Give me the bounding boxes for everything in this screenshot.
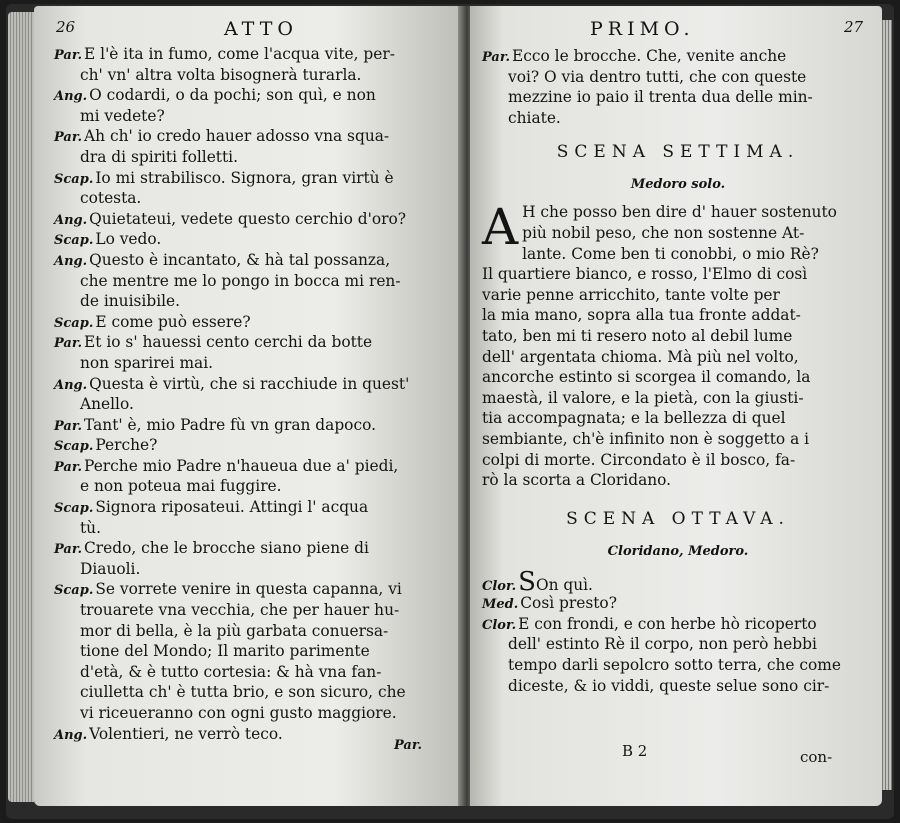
scene-7-persons: Medoro solo. bbox=[630, 177, 726, 193]
line-text: ch' vn' altra volta bisognerà turarla. bbox=[80, 65, 362, 84]
text-line bbox=[482, 593, 874, 614]
line-text: voi? O via dentro tutti, che con queste bbox=[508, 67, 807, 86]
text-line bbox=[482, 614, 874, 635]
line-text: vi riceueranno con ogni gusto maggiore. bbox=[80, 704, 397, 722]
left-text-block bbox=[54, 44, 454, 744]
speaker-label: Scap. bbox=[54, 501, 94, 517]
text-line bbox=[54, 456, 454, 477]
text-line bbox=[54, 538, 454, 559]
text-line bbox=[54, 518, 454, 539]
text-line bbox=[482, 87, 874, 108]
line-text: dell' estinto Rè il corpo, non però hebbi bbox=[508, 635, 817, 654]
left-running-head: ATTO bbox=[224, 18, 298, 40]
line-text: E l'è ita in fumo, come l'acqua vite, per- bbox=[84, 45, 395, 63]
line-text: diceste, & io viddi, queste selue sono cir- bbox=[508, 676, 830, 695]
line-text: Ecco le brocche. Che, venite anche bbox=[512, 47, 787, 65]
line-text: mi vedete? bbox=[80, 106, 165, 125]
speaker-label: Clor. bbox=[482, 578, 517, 594]
line-text: Così presto? bbox=[520, 594, 617, 613]
line-text: chiate. bbox=[508, 108, 561, 127]
line-text: tù. bbox=[80, 518, 101, 537]
scene-8-persons: Cloridano, Medoro. bbox=[607, 543, 749, 559]
speaker-label: Par. bbox=[54, 542, 83, 558]
line-text: d'età, & è tutto cortesia: & hà vna fan- bbox=[80, 662, 382, 681]
text-line bbox=[54, 682, 454, 703]
line-text: Questo è incantato, & hà tal possanza, bbox=[89, 250, 391, 269]
left-page bbox=[34, 6, 464, 806]
speaker-label: Par. bbox=[54, 418, 83, 434]
line-text: Tant' è, mio Padre fù vn gran dapoco. bbox=[84, 415, 376, 434]
text-line bbox=[54, 621, 454, 642]
text-line: sembiante, ch'è infinito non è soggetto a i bbox=[482, 429, 810, 448]
text-line bbox=[54, 126, 454, 147]
right-catchword: con- bbox=[800, 748, 833, 766]
text-line bbox=[54, 312, 454, 333]
line-text: Anello. bbox=[80, 395, 134, 414]
speaker-label: Med. bbox=[482, 597, 519, 613]
text-line bbox=[54, 106, 454, 127]
line-text: tempo darli sepolcro sotto terra, che come bbox=[508, 656, 841, 675]
speaker-label: Ang. bbox=[54, 377, 88, 393]
text-line: maestà, il valore, e la pietà, con la giusti- bbox=[482, 388, 804, 407]
text-line: Il quartiere bianco, e rosso, l'Elmo di così bbox=[482, 265, 808, 284]
text-line bbox=[54, 271, 454, 292]
text-line bbox=[54, 435, 454, 456]
line-text: Diauoli. bbox=[80, 559, 141, 578]
text-line bbox=[54, 229, 454, 250]
speaker-label: Ang. bbox=[54, 89, 88, 105]
line-text: che mentre me lo pongo in bocca mi ren- bbox=[80, 271, 401, 290]
left-catchword: Par. bbox=[394, 738, 423, 753]
scene-7-speech bbox=[482, 198, 874, 490]
speaker-label: Par. bbox=[482, 50, 511, 65]
text-line: lante. Come ben ti conobbi, o mio Rè? bbox=[522, 244, 819, 263]
text-line: colpi di morte. Circondato è il bosco, fa- bbox=[482, 450, 796, 469]
speaker-label: Par. bbox=[54, 48, 83, 63]
text-line bbox=[54, 168, 454, 189]
line-text: Perche? bbox=[95, 436, 158, 455]
text-line bbox=[54, 250, 454, 271]
text-line bbox=[482, 676, 874, 697]
scene-8-title: SCENA OTTAVA. bbox=[566, 508, 790, 529]
text-line bbox=[54, 662, 454, 683]
text-line bbox=[54, 559, 454, 580]
speaker-label: Par. bbox=[54, 130, 83, 146]
speaker-label: Ang. bbox=[54, 727, 88, 743]
right-page-number: 27 bbox=[844, 18, 864, 36]
line-text: Se vorrete venire in questa capanna, vi bbox=[95, 580, 402, 599]
line-text: Et io s' hauessi cento cerchi da botte bbox=[84, 333, 373, 352]
line-text: Quietateui, vedete questo cerchio d'oro? bbox=[89, 209, 406, 228]
text-line bbox=[54, 476, 454, 497]
line-text: Volentieri, ne verrò teco. bbox=[89, 724, 283, 743]
text-line: tato, ben mi ti resero noto al debil lume bbox=[482, 326, 793, 345]
speaker-label: Scap. bbox=[54, 315, 94, 331]
line-text: e non poteua mai fuggire. bbox=[80, 477, 282, 496]
line-text: E come può essere? bbox=[95, 312, 251, 331]
line-text: Ah ch' io credo hauer adosso vna squa- bbox=[84, 127, 390, 146]
text-line bbox=[54, 703, 454, 724]
text-line bbox=[54, 332, 454, 353]
speaker-label: Par. bbox=[54, 336, 83, 352]
drop-cap: A bbox=[482, 198, 519, 257]
text-line bbox=[54, 394, 454, 415]
text-line bbox=[54, 353, 454, 374]
text-line bbox=[482, 566, 874, 597]
text-line: dell' argentata chioma. Mà più nel volto, bbox=[482, 347, 799, 366]
scene-7-title: SCENA SETTIMA. bbox=[556, 142, 800, 163]
left-page-edges bbox=[8, 12, 34, 802]
text-line bbox=[54, 374, 454, 395]
text-line: rò la scorta a Cloridano. bbox=[482, 471, 672, 490]
text-line bbox=[54, 65, 454, 86]
right-text-block bbox=[482, 46, 874, 696]
line-text: non sparirei mai. bbox=[80, 353, 214, 372]
speaker-label: Scap. bbox=[54, 233, 94, 249]
text-line bbox=[482, 46, 874, 67]
text-line bbox=[54, 188, 454, 209]
text-line bbox=[482, 108, 874, 129]
text-line: varie penne arricchito, tante volte per bbox=[482, 285, 780, 304]
text-line bbox=[54, 209, 454, 230]
text-line: la mia mano, sopra alla tua fronte addat- bbox=[482, 306, 801, 325]
line-text: Lo vedo. bbox=[95, 230, 162, 249]
line-text: E con frondi, e con herbe hò ricoperto bbox=[518, 614, 817, 633]
text-line bbox=[54, 291, 454, 312]
text-line bbox=[482, 67, 874, 88]
line-text: Credo, che le brocche siano piene di bbox=[84, 539, 369, 558]
text-line bbox=[54, 44, 454, 65]
line-text: tione del Mondo; Il marito parimente bbox=[80, 642, 370, 661]
text-line bbox=[54, 85, 454, 106]
speaker-label: Scap. bbox=[54, 583, 94, 599]
text-line: tia accompagnata; e la bellezza di quel bbox=[482, 409, 786, 428]
text-line bbox=[54, 641, 454, 662]
line-text: Signora riposateui. Attingi l' acqua bbox=[95, 498, 369, 517]
drop-cap: S bbox=[518, 566, 536, 597]
line-text: ciulletta ch' è tutta brio, e son sicuro, che bbox=[80, 683, 406, 702]
speaker-label: Ang. bbox=[54, 253, 88, 269]
text-line: ancorche estinto si scorgea il comando, la bbox=[482, 368, 811, 387]
line-text: trouarete vna vecchia, che per hauer hu- bbox=[80, 601, 400, 620]
text-line bbox=[482, 634, 874, 655]
speaker-label: Par. bbox=[54, 459, 83, 475]
text-line bbox=[482, 655, 874, 676]
line-text: On quì. bbox=[535, 575, 593, 594]
line-text: mezzine io paio il trenta dua delle min- bbox=[508, 88, 813, 107]
left-page-number: 26 bbox=[56, 18, 76, 36]
line-text: mor di bella, è la più garbata conuersa- bbox=[80, 621, 389, 640]
speaker-label: Clor. bbox=[482, 617, 517, 633]
line-text: Perche mio Padre n'haueua due a' piedi, bbox=[84, 456, 399, 475]
speaker-label: Scap. bbox=[54, 439, 94, 455]
line-text: Io mi strabilisco. Signora, gran virtù è bbox=[95, 168, 394, 187]
signature-mark: B 2 bbox=[622, 742, 648, 760]
text-line: più nobil peso, che non sostenne At- bbox=[522, 223, 805, 242]
text-line: H che posso ben dire d' hauer sostenuto bbox=[522, 203, 837, 222]
text-line bbox=[54, 579, 454, 600]
text-line bbox=[54, 147, 454, 168]
text-line bbox=[54, 415, 454, 436]
speaker-label: Scap. bbox=[54, 171, 94, 187]
speaker-label: Ang. bbox=[54, 212, 88, 228]
line-text: Questa è virtù, che si racchiude in quest' bbox=[89, 374, 410, 393]
line-text: cotesta. bbox=[80, 189, 142, 208]
line-text: O codardi, o da pochi; son quì, e non bbox=[89, 86, 376, 105]
right-page bbox=[470, 6, 882, 806]
text-line bbox=[54, 600, 454, 621]
right-running-head: PRIMO. bbox=[590, 18, 695, 40]
text-line bbox=[54, 497, 454, 518]
line-text: dra di spiriti folletti. bbox=[80, 147, 238, 166]
line-text: de inuisibile. bbox=[80, 292, 181, 311]
